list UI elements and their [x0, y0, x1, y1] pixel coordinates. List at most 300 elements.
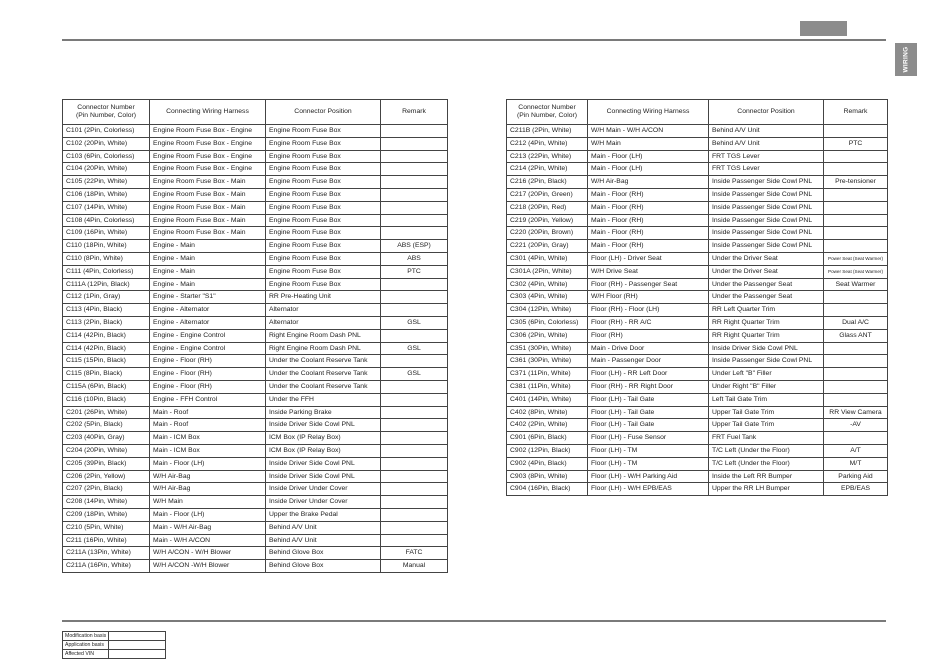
remark-cell — [824, 201, 888, 214]
table-row — [507, 150, 888, 163]
connector-position-cell: Engine Room Fuse Box — [266, 188, 381, 201]
connector-position-cell: RR Right Quarter Trim — [709, 329, 824, 342]
wiring-harness-cell: W/H Floor (RH) — [588, 291, 709, 304]
connector-number-cell: C116 (10Pin, Black) — [63, 393, 150, 406]
wiring-harness-cell: W/H Main — [150, 496, 266, 509]
connector-number-cell: C216 (2Pin, Black) — [507, 176, 588, 189]
connector-number-cell: C107 (14Pin, White) — [63, 201, 150, 214]
remark-cell — [824, 163, 888, 176]
connector-number-cell: C213 (22Pin, White) — [507, 150, 588, 163]
wiring-harness-cell: Main - Passenger Door — [588, 355, 709, 368]
table-row — [63, 265, 448, 278]
remark-cell — [824, 214, 888, 227]
revision-value — [109, 632, 166, 641]
connector-number-cell: C209 (18Pin, White) — [63, 508, 150, 521]
remark-cell: Power Seat (Seat Warmer) — [824, 252, 888, 265]
table-row — [63, 163, 448, 176]
connector-number-cell: C206 (2Pin, Yellow) — [63, 470, 150, 483]
column-header: Connector Number (Pin Number, Color) — [63, 100, 150, 125]
connector-position-cell: Upper Tail Gate Trim — [709, 419, 824, 432]
connector-position-cell: Behind A/V Unit — [709, 137, 824, 150]
connector-number-cell: C305 (6Pin, Colorless) — [507, 316, 588, 329]
wiring-harness-cell: Engine Room Fuse Box - Engine — [150, 163, 266, 176]
remark-cell — [381, 291, 448, 304]
column-header: Connector Position — [709, 100, 824, 125]
connector-position-cell: Right Engine Room Dash PNL — [266, 329, 381, 342]
connector-position-cell: Inside the Left RR Bumper — [709, 470, 824, 483]
remark-cell — [381, 355, 448, 368]
remark-cell — [381, 534, 448, 547]
table-row — [507, 240, 888, 253]
connector-position-cell: T/C Left (Under the Floor) — [709, 457, 824, 470]
connector-position-cell: Inside Driver Side Cowl PNL — [709, 342, 824, 355]
revision-value — [109, 641, 166, 650]
connector-number-cell: C115A (6Pin, Black) — [63, 380, 150, 393]
connector-number-cell: C902 (4Pin, Black) — [507, 457, 588, 470]
connector-position-cell: Engine Room Fuse Box — [266, 265, 381, 278]
connector-position-cell: Upper Tail Gate Trim — [709, 406, 824, 419]
wiring-harness-cell: Floor (LH) - TM — [588, 457, 709, 470]
wiring-harness-cell: Main - Floor (LH) — [588, 163, 709, 176]
remark-cell: EPB/EAS — [824, 483, 888, 496]
wiring-harness-cell: Engine - Floor (RH) — [150, 355, 266, 368]
table-row — [63, 150, 448, 163]
connector-position-cell: Inside Driver Side Cowl PNL — [266, 419, 381, 432]
wiring-harness-cell: Main - Floor (RH) — [588, 240, 709, 253]
remark-cell — [824, 227, 888, 240]
table-row — [507, 304, 888, 317]
table-row — [507, 432, 888, 445]
wiring-harness-cell: Engine Room Fuse Box - Main — [150, 227, 266, 240]
remark-cell: Parking Aid — [824, 470, 888, 483]
connector-number-cell: C220 (20Pin, Brown) — [507, 227, 588, 240]
table-row — [507, 457, 888, 470]
wiring-harness-cell: Engine Room Fuse Box - Main — [150, 176, 266, 189]
connector-number-cell: C201 (26Pin, White) — [63, 406, 150, 419]
column-header: Connector Position — [266, 100, 381, 125]
connector-number-cell: C210 (5Pin, White) — [63, 521, 150, 534]
connector-number-cell: C302 (4Pin, White) — [507, 278, 588, 291]
connector-number-cell: C381 (11Pin, White) — [507, 380, 588, 393]
connector-number-cell: C108 (4Pin, Colorless) — [63, 214, 150, 227]
connector-number-cell: C214 (2Pin, White) — [507, 163, 588, 176]
remark-cell: PTC — [824, 137, 888, 150]
connector-position-cell: RR Left Quarter Trim — [709, 304, 824, 317]
connector-position-cell: Engine Room Fuse Box — [266, 201, 381, 214]
header-gray-tab — [800, 21, 847, 36]
wiring-harness-cell: Main - Floor (RH) — [588, 227, 709, 240]
connector-number-cell: C221 (20Pin, Gray) — [507, 240, 588, 253]
connector-number-cell: C106 (18Pin, White) — [63, 188, 150, 201]
remark-cell — [824, 150, 888, 163]
table-row — [63, 188, 448, 201]
connector-number-cell: C904 (16Pin, Black) — [507, 483, 588, 496]
connector-position-cell: Inside Driver Under Cover — [266, 483, 381, 496]
wiring-harness-cell: W/H Main - W/H A/CON — [588, 125, 709, 138]
table-row — [63, 342, 448, 355]
connector-number-cell: C402 (8Pin, White) — [507, 406, 588, 419]
remark-cell — [381, 393, 448, 406]
table-row — [507, 278, 888, 291]
connector-position-cell: Inside Passenger Side Cowl PNL — [709, 176, 824, 189]
wiring-harness-cell: W/H A/CON - W/H Blower — [150, 547, 266, 560]
connector-number-cell: C211B (2Pin, White) — [507, 125, 588, 138]
connector-position-cell: Behind Glove Box — [266, 547, 381, 560]
remark-cell: A/T — [824, 444, 888, 457]
table-row — [63, 291, 448, 304]
connector-number-cell: C212 (4Pin, White) — [507, 137, 588, 150]
remark-cell: -AV — [824, 419, 888, 432]
connector-position-cell: Left Tail Gate Trim — [709, 393, 824, 406]
connector-position-cell: Under the Driver Seat — [709, 265, 824, 278]
table-header-row — [507, 100, 888, 125]
wiring-harness-cell: Engine - Main — [150, 278, 266, 291]
wiring-harness-cell: W/H Air-Bag — [150, 470, 266, 483]
remark-cell: Manual — [381, 560, 448, 573]
table-row — [507, 483, 888, 496]
connector-number-cell: C115 (8Pin, Black) — [63, 368, 150, 381]
wiring-harness-cell: Main - Floor (LH) — [150, 508, 266, 521]
revision-row — [63, 650, 166, 659]
side-tab-label: WIRING — [902, 46, 910, 73]
wiring-harness-cell: Floor (LH) - W/H EPB/EAS — [588, 483, 709, 496]
remark-cell — [381, 163, 448, 176]
remark-cell: FATC — [381, 547, 448, 560]
connector-number-cell: C217 (20Pin, Green) — [507, 188, 588, 201]
connector-position-cell: Engine Room Fuse Box — [266, 137, 381, 150]
connector-position-cell: Under the Coolant Reserve Tank — [266, 355, 381, 368]
wiring-harness-cell: Floor (RH) - Floor (LH) — [588, 304, 709, 317]
connector-number-cell: C401 (14Pin, White) — [507, 393, 588, 406]
connector-position-cell: Engine Room Fuse Box — [266, 214, 381, 227]
wiring-harness-cell: Main - Floor (RH) — [588, 214, 709, 227]
connector-position-cell: Engine Room Fuse Box — [266, 163, 381, 176]
wiring-harness-cell: Main - ICM Box — [150, 432, 266, 445]
revision-row — [63, 641, 166, 650]
table-row — [63, 176, 448, 189]
remark-cell — [824, 342, 888, 355]
wiring-harness-cell: Floor (RH) - RR Right Door — [588, 380, 709, 393]
table-row — [63, 304, 448, 317]
wiring-harness-cell: Floor (LH) - Fuse Sensor — [588, 432, 709, 445]
table-row — [507, 137, 888, 150]
connector-number-cell: C301 (4Pin, White) — [507, 252, 588, 265]
connector-position-cell: Alternator — [266, 316, 381, 329]
remark-cell: Power Seat (Seat Warmer) — [824, 265, 888, 278]
wiring-harness-cell: Engine - Engine Control — [150, 342, 266, 355]
connector-position-cell: Engine Room Fuse Box — [266, 252, 381, 265]
connector-number-cell: C115 (15Pin, Black) — [63, 355, 150, 368]
remark-cell: Seat Warmer — [824, 278, 888, 291]
table-row — [63, 560, 448, 573]
connector-number-cell: C306 (2Pin, White) — [507, 329, 588, 342]
connector-position-cell: Under the Driver Seat — [709, 252, 824, 265]
connector-position-cell: Under the Coolant Reserve Tank — [266, 368, 381, 381]
table-row — [63, 252, 448, 265]
remark-cell — [381, 125, 448, 138]
table-row — [63, 393, 448, 406]
wiring-harness-cell: Floor (RH) - RR A/C — [588, 316, 709, 329]
wiring-harness-cell: Engine Room Fuse Box - Engine — [150, 125, 266, 138]
column-header: Connecting Wiring Harness — [588, 100, 709, 125]
remark-cell — [824, 240, 888, 253]
connector-position-cell: Inside Passenger Side Cowl PNL — [709, 188, 824, 201]
connector-position-cell: Engine Room Fuse Box — [266, 278, 381, 291]
connector-position-cell: Inside Passenger Side Cowl PNL — [709, 240, 824, 253]
connector-number-cell: C901 (6Pin, Black) — [507, 432, 588, 445]
wiring-harness-cell: W/H Main — [588, 137, 709, 150]
remark-cell — [824, 304, 888, 317]
connector-position-cell: Inside Parking Brake — [266, 406, 381, 419]
connector-number-cell: C361 (30Pin, White) — [507, 355, 588, 368]
wiring-harness-cell: Engine Room Fuse Box - Engine — [150, 150, 266, 163]
remark-cell — [381, 176, 448, 189]
remark-cell — [381, 214, 448, 227]
table-row — [507, 214, 888, 227]
table-row — [507, 316, 888, 329]
table-row — [63, 496, 448, 509]
connector-number-cell: C109 (16Pin, White) — [63, 227, 150, 240]
wiring-harness-cell: W/H Air-Bag — [588, 176, 709, 189]
table-row — [63, 547, 448, 560]
connector-position-cell: ICM Box (IP Relay Box) — [266, 444, 381, 457]
wiring-harness-cell: Floor (LH) - Tail Gate — [588, 419, 709, 432]
table-row — [507, 368, 888, 381]
connector-number-cell: C208 (14Pin, White) — [63, 496, 150, 509]
remark-cell — [824, 291, 888, 304]
connector-position-cell: Under the Passenger Seat — [709, 291, 824, 304]
connector-position-cell: FRT Fuel Tank — [709, 432, 824, 445]
table-row — [507, 176, 888, 189]
wiring-harness-cell: Main - Floor (LH) — [150, 457, 266, 470]
table-row — [63, 419, 448, 432]
wiring-harness-cell: Main - Roof — [150, 419, 266, 432]
footer-rule — [62, 620, 886, 622]
wiring-harness-cell: Engine - Main — [150, 265, 266, 278]
remark-cell — [824, 355, 888, 368]
remark-cell: GSL — [381, 368, 448, 381]
table-row — [63, 368, 448, 381]
connector-number-cell: C113 (2Pin, Black) — [63, 316, 150, 329]
connector-position-cell: Under Right "B" Filler — [709, 380, 824, 393]
connector-table-right — [506, 99, 888, 496]
column-header: Remark — [824, 100, 888, 125]
table-row — [507, 201, 888, 214]
connector-number-cell: C114 (42Pin, Black) — [63, 329, 150, 342]
connector-position-cell: Inside Passenger Side Cowl PNL — [709, 201, 824, 214]
connector-position-cell: Inside Driver Side Cowl PNL — [266, 470, 381, 483]
remark-cell — [381, 406, 448, 419]
wiring-harness-cell: Main - Roof — [150, 406, 266, 419]
connector-number-cell: C204 (20Pin, White) — [63, 444, 150, 457]
connector-position-cell: Engine Room Fuse Box — [266, 125, 381, 138]
remark-cell — [381, 329, 448, 342]
connector-number-cell: C207 (2Pin, Black) — [63, 483, 150, 496]
remark-cell — [824, 188, 888, 201]
header-rule — [62, 39, 886, 41]
wiring-harness-cell: Main - W/H A/CON — [150, 534, 266, 547]
table-row — [63, 355, 448, 368]
connector-position-cell: Inside Passenger Side Cowl PNL — [709, 214, 824, 227]
connector-number-cell: C101 (2Pin, Colorless) — [63, 125, 150, 138]
connector-number-cell: C110 (18Pin, White) — [63, 240, 150, 253]
wiring-harness-cell: Engine - Starter "S1" — [150, 291, 266, 304]
connector-number-cell: C111A (12Pin, Black) — [63, 278, 150, 291]
connector-number-cell: C105 (22Pin, White) — [63, 176, 150, 189]
table-row — [507, 329, 888, 342]
remark-cell — [381, 470, 448, 483]
remark-cell — [824, 125, 888, 138]
remark-cell — [381, 457, 448, 470]
remark-cell — [381, 496, 448, 509]
table-row — [63, 534, 448, 547]
wiring-harness-cell: Main - W/H Air-Bag — [150, 521, 266, 534]
connector-position-cell: Inside Driver Side Cowl PNL — [266, 457, 381, 470]
wiring-harness-cell: Floor (LH) - TM — [588, 444, 709, 457]
connector-position-cell: Inside Driver Under Cover — [266, 496, 381, 509]
remark-cell — [824, 380, 888, 393]
connector-number-cell: C218 (20Pin, Red) — [507, 201, 588, 214]
connector-number-cell: C205 (39Pin, Black) — [63, 457, 150, 470]
table-row — [507, 291, 888, 304]
table-row — [63, 201, 448, 214]
remark-cell: Dual A/C — [824, 316, 888, 329]
wiring-harness-cell: Main - Floor (LH) — [588, 150, 709, 163]
table-row — [507, 252, 888, 265]
connector-number-cell: C351 (30Pin, White) — [507, 342, 588, 355]
connector-position-cell: Upper the Brake Pedal — [266, 508, 381, 521]
revision-label: Affected VIN — [63, 650, 109, 659]
table-row — [63, 316, 448, 329]
wiring-harness-cell: Engine - Main — [150, 240, 266, 253]
wiring-harness-cell: Engine - Engine Control — [150, 329, 266, 342]
table-row — [63, 457, 448, 470]
connector-number-cell: C219 (20Pin, Yellow) — [507, 214, 588, 227]
connector-number-cell: C114 (42Pin, Black) — [63, 342, 150, 355]
table-row — [63, 227, 448, 240]
remark-cell — [381, 278, 448, 291]
wiring-harness-cell: Floor (LH) - Tail Gate — [588, 406, 709, 419]
connector-position-cell: Right Engine Room Dash PNL — [266, 342, 381, 355]
revision-label: Application basis — [63, 641, 109, 650]
wiring-harness-cell: Engine - Main — [150, 252, 266, 265]
connector-number-cell: C203 (40Pin, Gray) — [63, 432, 150, 445]
wiring-harness-cell: Engine - Alternator — [150, 304, 266, 317]
wiring-harness-cell: W/H Air-Bag — [150, 483, 266, 496]
connector-number-cell: C110 (8Pin, White) — [63, 252, 150, 265]
connector-position-cell: RR Pre-Heating Unit — [266, 291, 381, 304]
remark-cell — [381, 508, 448, 521]
connector-number-cell: C371 (11Pin, White) — [507, 368, 588, 381]
table-row — [507, 355, 888, 368]
table-row — [507, 125, 888, 138]
remark-cell — [381, 201, 448, 214]
connector-number-cell: C304 (12Pin, White) — [507, 304, 588, 317]
remark-cell: Glass ANT — [824, 329, 888, 342]
wiring-harness-cell: Engine - FFH Control — [150, 393, 266, 406]
wiring-harness-cell: W/H A/CON -W/H Blower — [150, 560, 266, 573]
table-row — [63, 483, 448, 496]
table-row — [63, 380, 448, 393]
column-header: Connecting Wiring Harness — [150, 100, 266, 125]
connector-position-cell: Behind Glove Box — [266, 560, 381, 573]
wiring-harness-cell: Floor (LH) - W/H Parking Aid — [588, 470, 709, 483]
wiring-harness-cell: Floor (RH) — [588, 329, 709, 342]
connector-number-cell: C111 (4Pin, Colorless) — [63, 265, 150, 278]
table-row — [63, 137, 448, 150]
wiring-harness-cell: Main - ICM Box — [150, 444, 266, 457]
connector-position-cell: T/C Left (Under the Floor) — [709, 444, 824, 457]
table-row — [63, 125, 448, 138]
connector-number-cell: C113 (4Pin, Black) — [63, 304, 150, 317]
connector-position-cell: Under the Passenger Seat — [709, 278, 824, 291]
connector-position-cell: Inside Passenger Side Cowl PNL — [709, 227, 824, 240]
wiring-harness-cell: Main - Floor (RH) — [588, 201, 709, 214]
connector-number-cell: C202 (5Pin, Black) — [63, 419, 150, 432]
revision-row — [63, 632, 166, 641]
remark-cell: ABS (ESP) — [381, 240, 448, 253]
connector-number-cell: C211A (13Pin, White) — [63, 547, 150, 560]
table-row — [507, 444, 888, 457]
table-row — [63, 406, 448, 419]
connector-number-cell: C301A (2Pin, White) — [507, 265, 588, 278]
connector-position-cell: FRT TGS Lever — [709, 163, 824, 176]
remark-cell — [381, 483, 448, 496]
connector-position-cell: Inside Passenger Side Cowl PNL — [709, 355, 824, 368]
table-row — [507, 470, 888, 483]
table-row — [507, 342, 888, 355]
connector-position-cell: Behind A/V Unit — [266, 534, 381, 547]
connector-position-cell: Engine Room Fuse Box — [266, 227, 381, 240]
remark-cell — [381, 304, 448, 317]
connector-position-cell: Behind A/V Unit — [709, 125, 824, 138]
remark-cell — [381, 444, 448, 457]
wiring-harness-cell: W/H Drive Seat — [588, 265, 709, 278]
table-row — [507, 380, 888, 393]
connector-number-cell: C402 (2Pin, White) — [507, 419, 588, 432]
table-row — [63, 240, 448, 253]
connector-number-cell: C102 (20Pin, White) — [63, 137, 150, 150]
remark-cell — [824, 393, 888, 406]
connector-table-left — [62, 99, 448, 573]
connector-number-cell: C303 (4Pin, White) — [507, 291, 588, 304]
connector-position-cell: Engine Room Fuse Box — [266, 150, 381, 163]
connector-position-cell: Engine Room Fuse Box — [266, 240, 381, 253]
connector-position-cell: RR Right Quarter Trim — [709, 316, 824, 329]
wiring-harness-cell: Engine Room Fuse Box - Engine — [150, 137, 266, 150]
connector-position-cell: Under the FFH — [266, 393, 381, 406]
wiring-harness-cell: Engine - Floor (RH) — [150, 368, 266, 381]
table-row — [63, 470, 448, 483]
connector-number-cell: C211 (16Pin, White) — [63, 534, 150, 547]
connector-position-cell: Behind A/V Unit — [266, 521, 381, 534]
table-row — [63, 444, 448, 457]
table-row — [63, 214, 448, 227]
column-header: Remark — [381, 100, 448, 125]
remark-cell — [381, 419, 448, 432]
table-header-row — [63, 100, 448, 125]
connector-number-cell: C902 (12Pin, Black) — [507, 444, 588, 457]
table-row — [507, 406, 888, 419]
remark-cell: M/T — [824, 457, 888, 470]
table-row — [63, 278, 448, 291]
wiring-harness-cell: Engine Room Fuse Box - Main — [150, 188, 266, 201]
revision-box — [62, 631, 166, 659]
connector-number-cell: C112 (1Pin, Gray) — [63, 291, 150, 304]
remark-cell — [381, 380, 448, 393]
remark-cell: GSL — [381, 316, 448, 329]
connector-number-cell: C903 (8Pin, White) — [507, 470, 588, 483]
